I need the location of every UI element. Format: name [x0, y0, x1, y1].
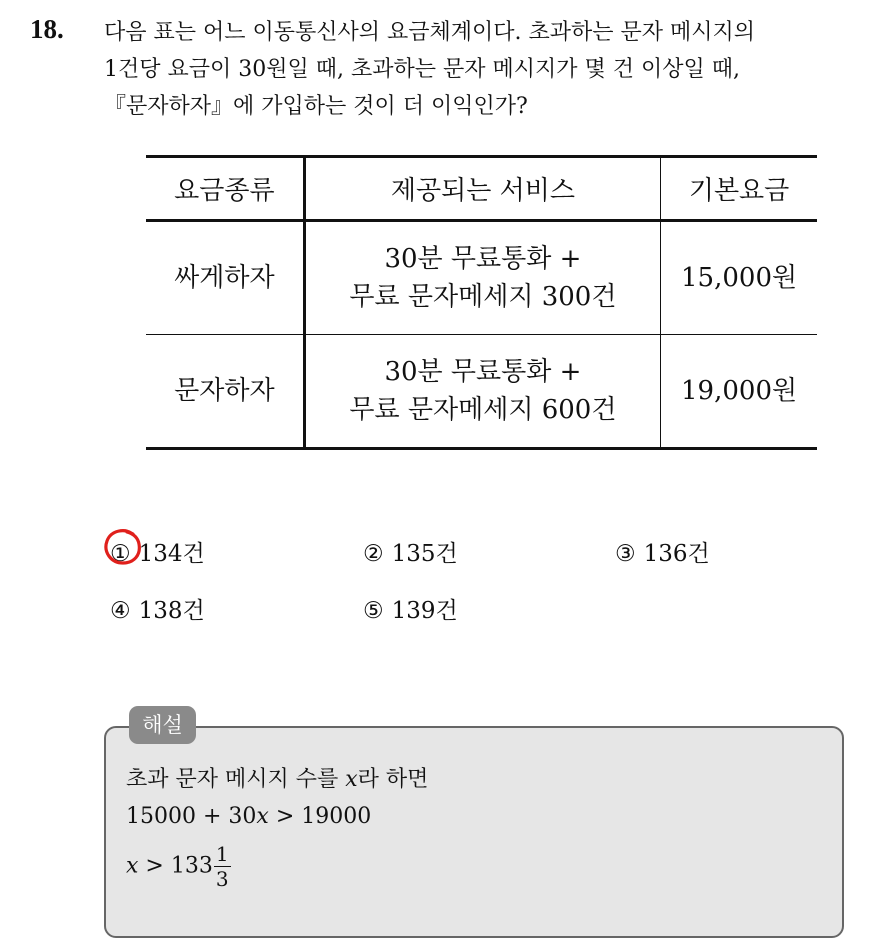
service-line: 30분 무료통화 + [384, 357, 582, 387]
question-line-2: 1건당 요금이 30원일 때, 초과하는 문자 메시지가 몇 건 이상일 때, [104, 57, 740, 82]
fraction [214, 842, 231, 891]
variable-x: x [126, 853, 139, 879]
choice-text: 134건 [138, 541, 205, 567]
table-row [146, 335, 817, 449]
choice-4[interactable] [110, 592, 205, 625]
fee-table [146, 155, 817, 450]
question-text [104, 14, 874, 125]
service-line: 무료 문자메세지 600건 [349, 395, 617, 425]
question-line-3: 『문자하자』에 가입하는 것이 더 이익인가? [104, 94, 528, 119]
solution-equation: 15000 + 30 [126, 804, 257, 829]
table-row [146, 221, 817, 335]
header-service: 제공되는 서비스 [304, 157, 660, 221]
choice-2[interactable] [363, 535, 458, 568]
choice-text: 138건 [138, 598, 205, 624]
plan-name: 문자하자 [146, 335, 304, 449]
plan-service [304, 335, 660, 449]
choice-3[interactable] [615, 535, 710, 568]
solution-line-1 [126, 762, 428, 793]
question-line-1: 다음 표는 어느 이동통신사의 요금체계이다. 초과하는 문자 메시지의 [104, 20, 756, 45]
plan-name: 싸게하자 [146, 221, 304, 335]
fraction-denominator: 3 [215, 867, 229, 891]
solution-text: 라 하면 [357, 767, 429, 792]
variable-x: x [345, 767, 358, 792]
solution-equation: > 19000 [268, 804, 372, 829]
choice-5[interactable] [363, 592, 458, 625]
service-line: 무료 문자메세지 300건 [349, 282, 617, 312]
solution-inequality: > 133 [138, 853, 213, 879]
plan-fee: 19,000원 [661, 335, 817, 449]
choice-text: 136건 [643, 541, 710, 567]
choice-number: ① [110, 541, 131, 567]
choice-text: 135건 [391, 541, 458, 567]
solution-box [104, 726, 844, 938]
header-plan: 요금종류 [146, 157, 304, 221]
plan-fee: 15,000원 [661, 221, 817, 335]
choice-number: ④ [110, 598, 131, 624]
solution-text: 초과 문자 메시지 수를 [126, 767, 346, 792]
choice-number: ③ [615, 541, 636, 567]
choice-text: 139건 [391, 598, 458, 624]
solution-line-3 [126, 842, 231, 891]
choice-number: ② [363, 541, 384, 567]
table-header-row [146, 157, 817, 221]
service-line: 30분 무료통화 + [384, 244, 582, 274]
answer-circle-mark-icon [103, 527, 143, 567]
header-fee: 기본요금 [661, 157, 817, 221]
solution-line-2 [126, 804, 371, 829]
choice-number: ⑤ [363, 598, 384, 624]
plan-service [304, 221, 660, 335]
question-number: 18. [30, 14, 64, 44]
variable-x: x [256, 804, 269, 829]
fraction-numerator: 1 [215, 842, 229, 866]
solution-tab: 해설 [129, 706, 196, 744]
